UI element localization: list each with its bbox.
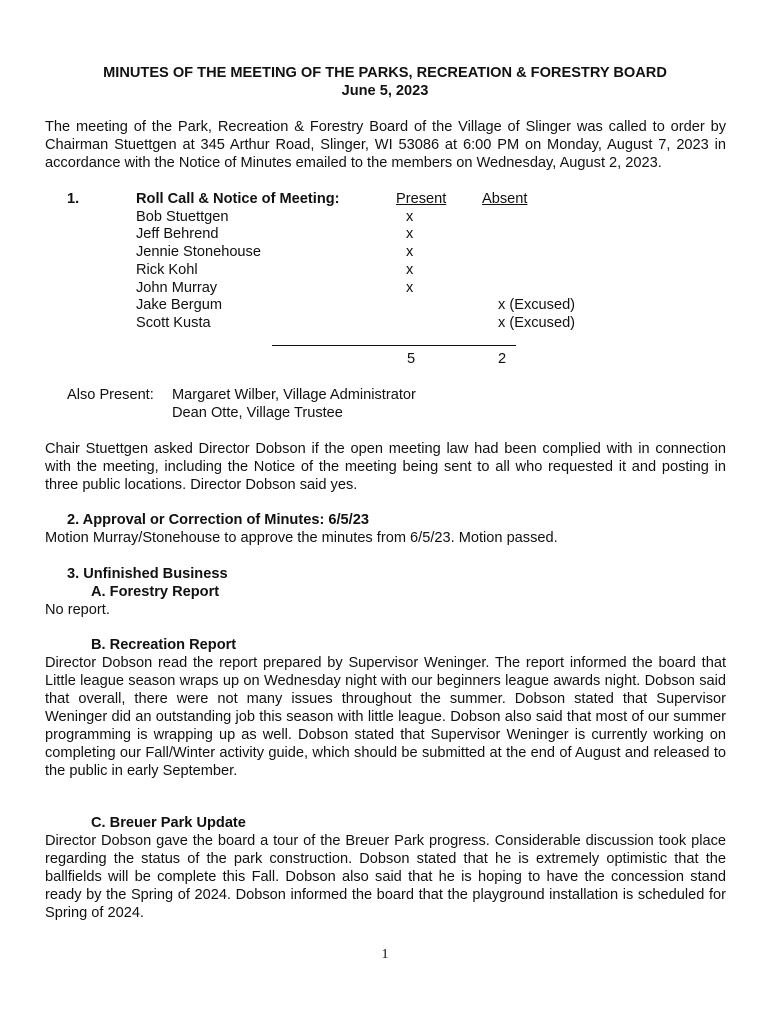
member-present-mark: x	[406, 226, 414, 242]
member-name: Jake Bergum	[136, 297, 222, 313]
approval-heading: 2. Approval or Correction of Minutes: 6/5/23	[67, 512, 369, 528]
document-title: MINUTES OF THE MEETING OF THE PARKS, RECREATION & FORESTRY BOARD	[103, 65, 667, 81]
also-present-label: Also Present:	[67, 387, 154, 403]
forestry-report-heading: A. Forestry Report	[91, 584, 220, 600]
forestry-report-text: No report.	[45, 602, 110, 618]
member-name: Rick Kohl	[136, 262, 198, 278]
member-absent-mark: x (Excused)	[498, 297, 576, 313]
member-name: Scott Kusta	[136, 315, 211, 331]
member-present-mark: x	[406, 209, 414, 225]
present-column-header: Present	[396, 191, 447, 207]
absent-column-header: Absent	[482, 191, 528, 207]
member-name: Jennie Stonehouse	[136, 244, 261, 260]
absent-total: 2	[498, 351, 507, 367]
totals-divider	[272, 345, 516, 346]
member-present-mark: x	[406, 262, 414, 278]
also-present-person: Dean Otte, Village Trustee	[172, 405, 343, 421]
breuer-park-text: Director Dobson gave the board a tour of the Breuer Park progress. Considerable discussion took place regarding the status of the park construction. Dobson stated that he is extremely optimistic that the ballfields will be complete this Fall. Dobson also said that he is hoping to have the concession stand ready by the Spring of 2024. Dobson informed the board that the playground installation is scheduled for Spring of 2024.	[45, 833, 726, 921]
recreation-report-heading: B. Recreation Report	[91, 637, 237, 653]
also-present-person: Margaret Wilber, Village Administrator	[172, 387, 416, 403]
member-absent-mark: x (Excused)	[498, 315, 576, 331]
page-number: 1	[381, 947, 389, 962]
member-present-mark: x	[406, 280, 414, 296]
breuer-park-heading: C. Breuer Park Update	[91, 815, 246, 831]
intro-paragraph: The meeting of the Park, Recreation & Forestry Board of the Village of Slinger was called to order by Chairman Stuettgen at 345 Arthur Road, Slinger, WI 53086 at 6:00 PM on Monday, August 7, 2023 in accordance with the Notice of Minutes emailed to the members on Wednesday, August 2, 2023.	[45, 119, 726, 171]
meeting-date: June 5, 2023	[341, 83, 429, 99]
member-name: John Murray	[136, 280, 218, 296]
member-name: Bob Stuettgen	[136, 209, 229, 225]
member-present-mark: x	[406, 244, 414, 260]
recreation-report-text: Director Dobson read the report prepared by Supervisor Weninger. The report informed the board that Little league season wraps up on Wednesday night with our beginners league awards night. Dobson said that overall, there were not many issues throughout the summer. Dobson stated that Supervisor Weninger did an outstanding job this season with little league. Dobson also said that most of our summer programming is wrapping up as well. Dobson stated that Supervisor Weninger is currently working on completing our Fall/Winter activity guide, which should be submitted at the end of August and released to the public in early September.	[45, 655, 726, 779]
approval-motion: Motion Murray/Stonehouse to approve the minutes from 6/5/23. Motion passed.	[45, 530, 558, 546]
roll-call-heading: Roll Call & Notice of Meeting:	[136, 191, 340, 207]
unfinished-business-heading: 3. Unfinished Business	[67, 566, 228, 582]
open-meeting-paragraph: Chair Stuettgen asked Director Dobson if the open meeting law had been complied with in connection with the meeting, including the Notice of the meeting being sent to all who requested it and posting in three public locations. Director Dobson said yes.	[45, 441, 726, 493]
present-total: 5	[407, 351, 416, 367]
member-name: Jeff Behrend	[136, 226, 219, 242]
roll-call-number: 1.	[67, 191, 80, 207]
